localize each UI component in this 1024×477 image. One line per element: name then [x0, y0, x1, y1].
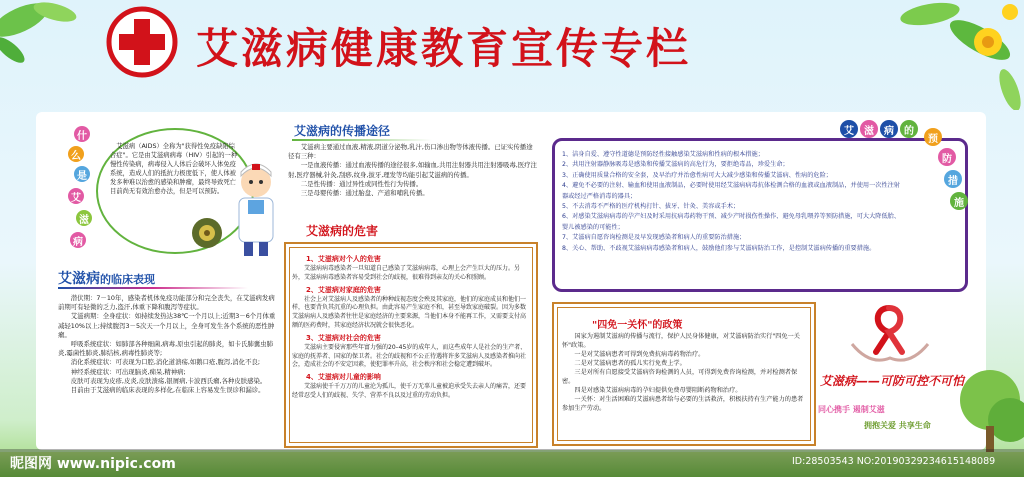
harm-section-body: 艾滋病主要侵害那些年富力强的20–45岁的成年人，而这些成年人是社会的生产者、家庭的抚养者、国家的保卫者。社会的歧视和不公正待遇将许多艾滋病人及感染者推向社会，造成社会的不安定因素，使犯罪率升高，社会秩序和社会稳定遭到破坏。 [292, 343, 527, 369]
harm-section-body: 社会上对艾滋病人及感染者的种种歧视态度会殃及其家庭，他们的家庭成员和他们一样，也要背负其沉重的心理负担。由此容易产生家庭不和，甚至导致家庭破裂。因为多数艾滋病病人及感染者往往是家庭经济的主要来源，当他们本身不能再工作，又需要支付高额的医药费时，其家庭经济状况就会很快恶化。 [292, 295, 527, 329]
clinical-body [58, 294, 276, 395]
slogan-sub-2: 拥抱关爱 共享生命 [864, 421, 931, 430]
what-is-body: 艾滋病（AIDS）全称为"获得性免疫缺陷综合症"。它是由艾滋病病毒（HIV）引起的一种慢性传染病，病毒侵入人体后会破坏人体免疫系统，造成人们的抵抗力极度低下，使人体被发多种难以治愈的感染和肿瘤，最终导致死亡目前尚无有效治愈办法，但是可以预防。 [110, 143, 238, 195]
transmission-paragraph: 艾滋病主要通过血液,精液,阴道分泌物,乳汁,伤口渗出物等体液传播。已证实传播途径有三种： [288, 143, 533, 161]
title-char: 防 [938, 148, 956, 166]
clinical-paragraph: 艾滋病期：全身症状：如持续发热达38℃一个月以上;近期3－6个月体重减轻10%以上;持续腹泻3－5次天一个月以上，全身可发生各个系统的恶性肿瘤。 [58, 312, 276, 339]
policy-heading: "四免一关怀"的政策 [592, 320, 683, 331]
prevention-item: 7、艾滋病自愿咨询检测是及早发现感染者和病人的重要防治措施； [562, 234, 746, 242]
harm-section-title: 2、艾滋病对家庭的危害 [306, 285, 381, 294]
policy-paragraph: 四是对感染艾滋病病毒的孕妇提供免费母婴阻断药物和治疗。 [574, 387, 742, 394]
clinical-heading-main: 艾滋病 [58, 271, 100, 287]
clinical-paragraph: 皮肤可表现为皮疹,皮炎,皮肤溃疡,银屑病,卡波西氏瘤,各种皮肤感染。 [70, 376, 267, 385]
clinical-paragraph: 潜伏期：7－10年，感染者机体免疫功能部分和完全丧失，在艾滋病发病前期可有轻微的乏力,盗汗,体重下降和腹泻等症状。 [58, 294, 275, 312]
transmission-paragraph: 二是性传播：通过异性或同性性行为传播。 [300, 179, 423, 188]
policy-paragraph: 一是对艾滋病患者可得到免费抗病毒药物治疗。 [574, 351, 705, 358]
prevention-item: 4、避免不必要的注射、输血和使用血液制品，必要时使用经艾滋病病毒抗体检测合格的血液或血液制品，并使用一次性注射器或经过严格消毒的器具； [562, 182, 901, 200]
policy-paragraph: 国家为遏制艾滋病的传播与流行，保护人民身体健康，对艾滋病防治实行"四免一关怀"政策。 [562, 333, 800, 349]
slogan-sub-1: 同心携手 遏制艾滋 [818, 405, 885, 414]
transmission-paragraph: 一是血液传播：通过血液传播的途径很多,如输血,共用注射器共用注射器吸毒,医疗注射,医疗器械,针灸,刮痧,纹身,拔牙,理发等均能引起艾滋病的传播。 [288, 161, 537, 179]
title-char: 施 [950, 192, 968, 210]
transmission-underline [292, 139, 432, 141]
leaves-decoration-right [870, 0, 1024, 110]
transmission-body [288, 143, 538, 198]
transmission-paragraph: 三是母婴传播：通过胎盘、产道和哺乳传播。 [300, 189, 429, 198]
title-char: 的 [900, 120, 918, 138]
harm-section-title: 4、艾滋病对儿童的影响 [306, 373, 381, 382]
hands-icon [850, 336, 930, 366]
slogan-main: 艾滋病——可防可控不可怕 [820, 374, 965, 388]
title-char: 预 [924, 128, 942, 146]
prevention-item: 1、洁身自爱、遵守性道德是预防经性接触感染艾滋病和性病的根本措施； [562, 151, 764, 158]
title-char: 艾 [840, 120, 858, 138]
harm-heading: 艾滋病的危害 [302, 222, 382, 239]
what-is-vertical-title [68, 126, 94, 256]
prevention-list [562, 150, 902, 254]
clinical-paragraph: 呼吸系统症状：如肺部各种细菌,病毒,原虫引起的肺炎，如卡氏肺囊虫肺炎,霉菌性肺炎,肺结核,病毒性肺炎等; [58, 340, 273, 358]
title-char: 滋 [860, 120, 878, 138]
title-char: 是 [74, 166, 90, 182]
title-char: 么 [68, 146, 84, 162]
doctor-illustration [226, 160, 286, 260]
harm-section-body: 艾滋病使千千万万的儿童沦为孤儿，使千万无辜儿童被迫承受失去亲人的痛苦，还要经常忍受人们的歧视、失学、营养不良以及过重的劳动负担。 [292, 383, 527, 399]
red-cross-logo [106, 6, 178, 78]
harm-section-title: 1、艾滋病对个人的危害 [306, 255, 381, 263]
prevention-item: 3、正确使用质量合格的安全套，及早治疗并治愈性病可大大减少感染和传播艾滋病、性病的危险； [562, 171, 832, 179]
virus-image [190, 216, 224, 250]
clinical-heading [58, 268, 155, 288]
policy-paragraph: 二是对艾滋病患者的孤儿实行免费上学。 [574, 360, 686, 367]
watermark-right: ID:28503543 NO:20190329234615148089 [792, 456, 996, 467]
policy-paragraph: 一关怀：对生活困难的艾滋病患者给与必要的生活救济，积极扶持有生产能力的患者参加生产劳动。 [562, 396, 804, 412]
harm-section-title: 3、艾滋病对社会的危害 [306, 333, 381, 342]
watermark-left: 昵图网 www.nipic.com [10, 456, 176, 472]
prevention-item: 8、关心、帮助、不歧视艾滋病病毒感染者和病人，鼓励他们参与艾滋病防治工作，是控制艾滋病传播的重要措施。 [562, 244, 876, 252]
prevention-item: 6、对感染艾滋病病毒的孕产妇及时采用抗病毒药物干预、减少产时损伤性操作、避免母乳喂养等预防措施，可大大降低胎、婴儿被感染的可能性； [562, 213, 901, 231]
prevention-item: 2、共用注射器静脉吸毒是感染和传播艾滋病的高危行为，要拒绝毒品，珍爱生命； [562, 161, 789, 169]
policy-body [562, 332, 804, 413]
clinical-paragraph: 目前由于艾滋病的临床表现的多样化,在临床上容易发生误诊和漏诊。 [70, 386, 265, 395]
clinical-heading-sub: 的临床表现 [100, 273, 155, 286]
harm-body [292, 252, 528, 401]
prevention-item: 5、不去消毒不严格的医疗机构打针、拔牙、针灸、美容或手术； [562, 203, 740, 211]
transmission-heading: 艾滋病的传播途径 [294, 124, 391, 138]
title-char: 滋 [76, 210, 92, 226]
title-char: 病 [880, 120, 898, 138]
clinical-heading-underline [58, 287, 248, 289]
policy-paragraph: 三是对所有自愿接受艾滋病咨询检测的人员，可得到免费咨询检测，并对检测者保密。 [562, 369, 798, 385]
page-title: 艾滋病健康教育宣传专栏 [196, 24, 692, 73]
harm-section-body: 艾滋病病毒感染者一旦知道自己感染了艾滋病病毒，心理上会产生巨大的压力。另外，艾滋病病毒感染者容易受到社会的歧视，很难得到亲友的关心和照顾。 [292, 265, 521, 281]
clinical-paragraph: 神经系统症状：可出现脑炎,痴呆,精神病; [70, 367, 186, 376]
title-char: 措 [944, 170, 962, 188]
clinical-paragraph: 消化系统症状：可表现为口腔,消化道溃疡,如鹅口疮,腹泻,消化不良; [70, 358, 261, 367]
title-char: 艾 [68, 188, 84, 204]
leaves-decoration-left [0, 0, 110, 80]
title-char: 什 [74, 126, 90, 142]
title-char: 病 [70, 232, 86, 248]
